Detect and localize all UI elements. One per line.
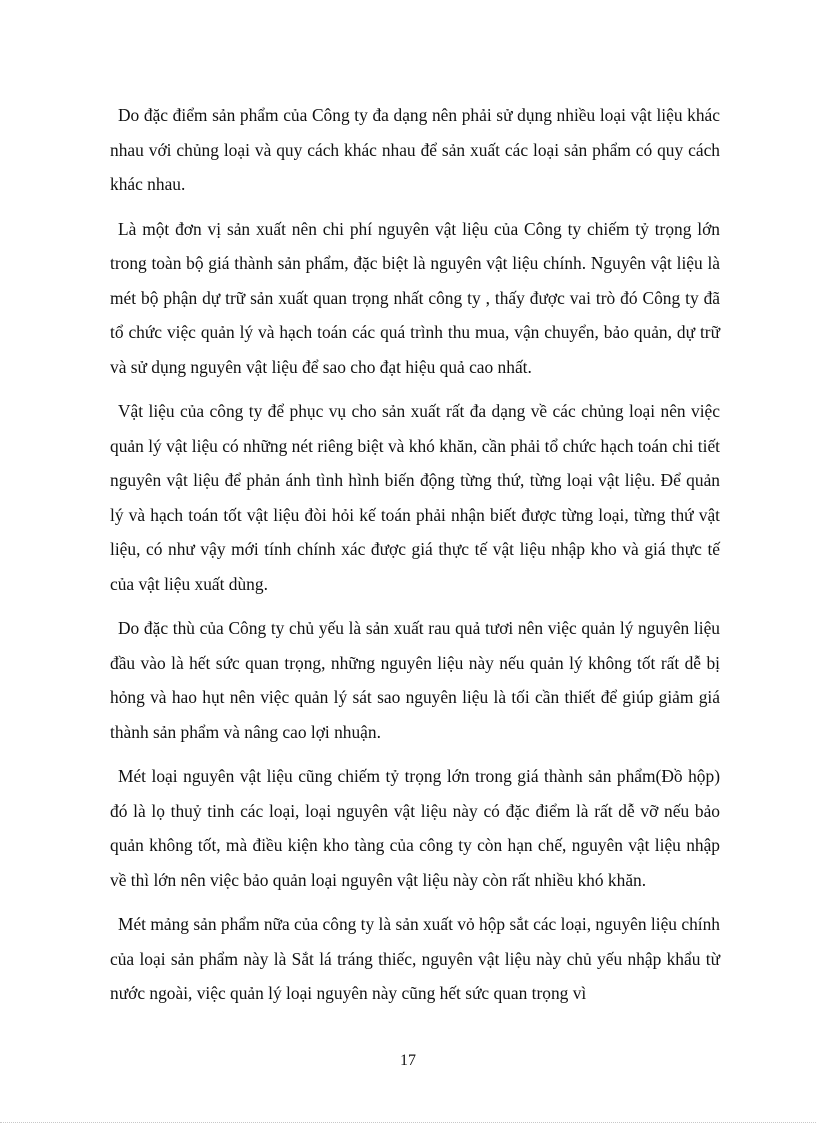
paragraph-5: Mét loại nguyên vật liệu cũng chiếm tỷ trọng lớn trong giá thành sản phẩm(Đồ hộp) đó là lọ thuỷ tinh các loại, loại nguyên vật liệu này có đặc điểm là rất dễ vỡ nếu bảo quản không tốt, mà điều kiện kho tàng của công ty còn hạn chế, nguyên vật liệu nhập về thì lớn nên việc bảo quản loại nguyên vật liệu này còn rất nhiều khó khăn. [110, 766, 720, 890]
page-number: 17 [400, 1052, 416, 1069]
paragraph-6: Mét mảng sản phẩm nữa của công ty là sản xuất vỏ hộp sắt các loại, nguyên liệu chính của loại sản phẩm này là Sắt lá tráng thiếc, nguyên vật liệu này chủ yếu nhập khẩu từ nước ngoài, việc quản lý loại nguyên này cũng hết sức quan trọng vì [110, 914, 720, 1003]
paragraph-1: Do đặc điểm sản phẩm của Công ty đa dạng nên phải sử dụng nhiều loại vật liệu khác nhau với chủng loại và quy cách khác nhau để sản xuất các loại sản phẩm có quy cách khác nhau. [110, 105, 720, 194]
paragraph-3: Vật liệu của công ty để phục vụ cho sản xuất rất đa dạng về các chủng loại nên việc quản lý vật liệu có những nét riêng biệt và khó khăn, cần phải tổ chức hạch toán chi tiết nguyên vật liệu để phản ánh tình hình biến động từng thứ, từng loại vật liệu. Để quản lý và hạch toán tốt vật liệu đòi hỏi kế toán phải nhận biết được từng loại, từng thứ vật liệu, có như vậy mới tính chính xác được giá thực tế vật liệu nhập kho và giá thực tế của vật liệu xuất dùng. [110, 401, 720, 594]
body-text [110, 98, 720, 1021]
paragraph-2: Là một đơn vị sản xuất nên chi phí nguyên vật liệu của Công ty chiếm tỷ trọng lớn trong toàn bộ giá thành sản phẩm, đặc biệt là nguyên vật liệu chính. Nguyên vật liệu là mét bộ phận dự trữ sản xuất quan trọng nhất công ty , thấy được vai trò đó Công ty đã tổ chức việc quản lý và hạch toán các quá trình thu mua, vận chuyển, bảo quản, dự trữ và sử dụng nguyên vật liệu để sao cho đạt hiệu quả cao nhất. [110, 218, 720, 377]
paragraph-4: Do đặc thù của Công ty chủ yếu là sản xuất rau quả tươi nên việc quản lý nguyên liệu đầu vào là hết sức quan trọng, những nguyên liệu này nếu quản lý không tốt rất dễ bị hỏng và hao hụt nên việc quản lý sát sao nguyên liệu là tối cần thiết để giúp giảm giá thành sản phẩm và nâng cao lợi nhuận. [110, 618, 720, 742]
